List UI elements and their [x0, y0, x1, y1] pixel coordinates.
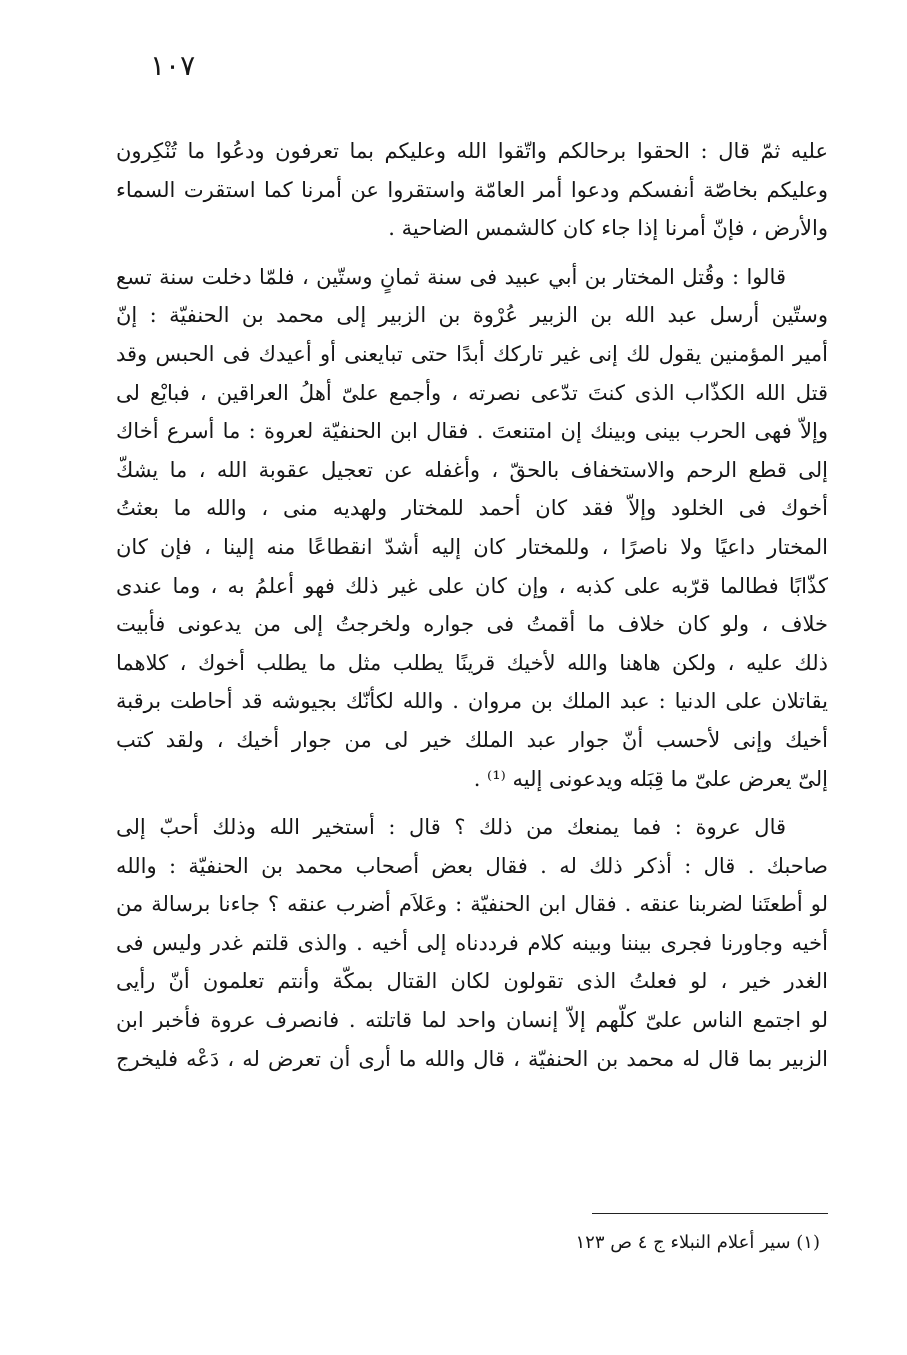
footnote-divider — [592, 1213, 828, 1214]
text-line: صاحبك . قال : أذكر ذلك له . فقال بعض أصحاب محمد بن الحنفيّة : والله — [116, 853, 828, 878]
body-text — [116, 132, 828, 1078]
text-line: لو اجتمع الناس علىّ كلّهم إلاّ إنسان واحد لما قاتلته . فانصرف عروة فأخبر ابن — [116, 1008, 828, 1033]
text-line: خلاف ، ولو كان خلاف ما أقمتُ فى جواره ولخرجتُ إلى من يدعونى فأبيت — [116, 612, 828, 637]
text-line: الزبير بما قال له محمد بن الحنفيّة ، قال والله ما أرى أن تعرض له ، دَعْه فليخرج — [116, 1046, 828, 1071]
text-line: وستّين أرسل عبد الله بن الزبير عُرْوة بن الزبير إلى محمد بن الحنفيّة : إنّ — [116, 303, 828, 328]
page-number: ١٠٧ — [150, 49, 196, 82]
paragraph-gap — [116, 798, 828, 808]
footnote: (١) سير أعلام النبلاء ج ٤ ص ١٢٣ — [575, 1232, 820, 1253]
text-line: ذلك عليه ، ولكن هاهنا والله لأخيك قرينًا يطلب مثل ما يطلب أخوك ، كلاهما — [116, 650, 828, 675]
text-line: كذّابًا فطالما قرّبه على كذبه ، وإن كان على غير ذلك فهو أعلمُ به ، وما عندى — [116, 573, 828, 598]
text-line: وعليكم بخاصّة أنفسكم ودعوا أمر العامّة واستقروا عن أمرنا كما استقرت السماء — [116, 177, 828, 202]
paragraph-gap — [116, 248, 828, 258]
text-line: لو أطعتَنا لضربنا عنقه . فقال ابن الحنفيّة : وعَلاَم أضرب عنقه ؟ جاءنا برسالة من — [116, 892, 828, 917]
text-line: المختار داعيًا ولا ناصرًا ، وللمختار كان إليه أشدّ انقطاعًا منه إلينا ، فإن كان — [116, 534, 828, 559]
text-line: قال عروة : فما يمنعك من ذلك ؟ قال : أستخير الله وذلك أحبّ إلى — [116, 815, 786, 840]
text-line: أخيه وجاورنا فجرى بيننا وبينه كلام فرددناه إلى أخيه . والذى قلتم غدر وليس فى — [116, 930, 828, 955]
text-line: إلىّ يعرض علىّ ما قِبَله ويدعونى إليه ⁽¹⁾ . — [473, 766, 828, 791]
text-line: يقاتلان على الدنيا : عبد الملك بن مروان . والله لكأنّك بجيوشه قد أحاطت برقبة — [116, 689, 828, 714]
text-line: قالوا : وقُتل المختار بن أبي عبيد فى سنة ثمانٍ وستّين ، فلمّا دخلت سنة تسع — [116, 264, 786, 289]
text-line: قتل الله الكذّاب الذى كنتَ تدّعى نصرته ، وأجمع علىّ أهلُ العراقين ، فبايْع لى — [116, 380, 828, 405]
text-line: الغدر خير ، لو فعلتُ الذى تقولون لكان القتال بمكّة وأنتم تعلمون أنّ رأيى — [116, 969, 828, 994]
text-line: وإلاّ فهى الحرب بينى وبينك إن امتنعتَ . فقال ابن الحنفيّة لعروة : ما أسرع أخاك — [116, 419, 828, 444]
text-line: والأرض ، فإنّ أمرنا إذا جاء كان كالشمس الضاحية . — [388, 216, 828, 241]
text-line: إلى قطع الرحم والاستخفاف بالحقّ ، وأغفله عن تعجيل عقوبة الله ، ما يشكّ — [116, 457, 828, 482]
text-line: أخيك وإنى لأحسب أنّ جوار عبد الملك خير لى من جوار أخيك ، ولقد كتب — [116, 727, 828, 752]
text-line: عليه ثمّ قال : الحقوا برحالكم واتّقوا الله وعليكم بما تعرفون ودعُوا ما تُنْكِرون — [116, 139, 828, 163]
text-line: أخوك فى الخلود وإلاّ فقد كان أحمد للمختار ولهديه منى ، والله ما بعثتُ — [116, 496, 828, 521]
text-line: أمير المؤمنين يقول لك إنى غير تاركك أبدًا حتى تبايعنى أو أعيدك فى الحبس وقد — [116, 341, 828, 366]
